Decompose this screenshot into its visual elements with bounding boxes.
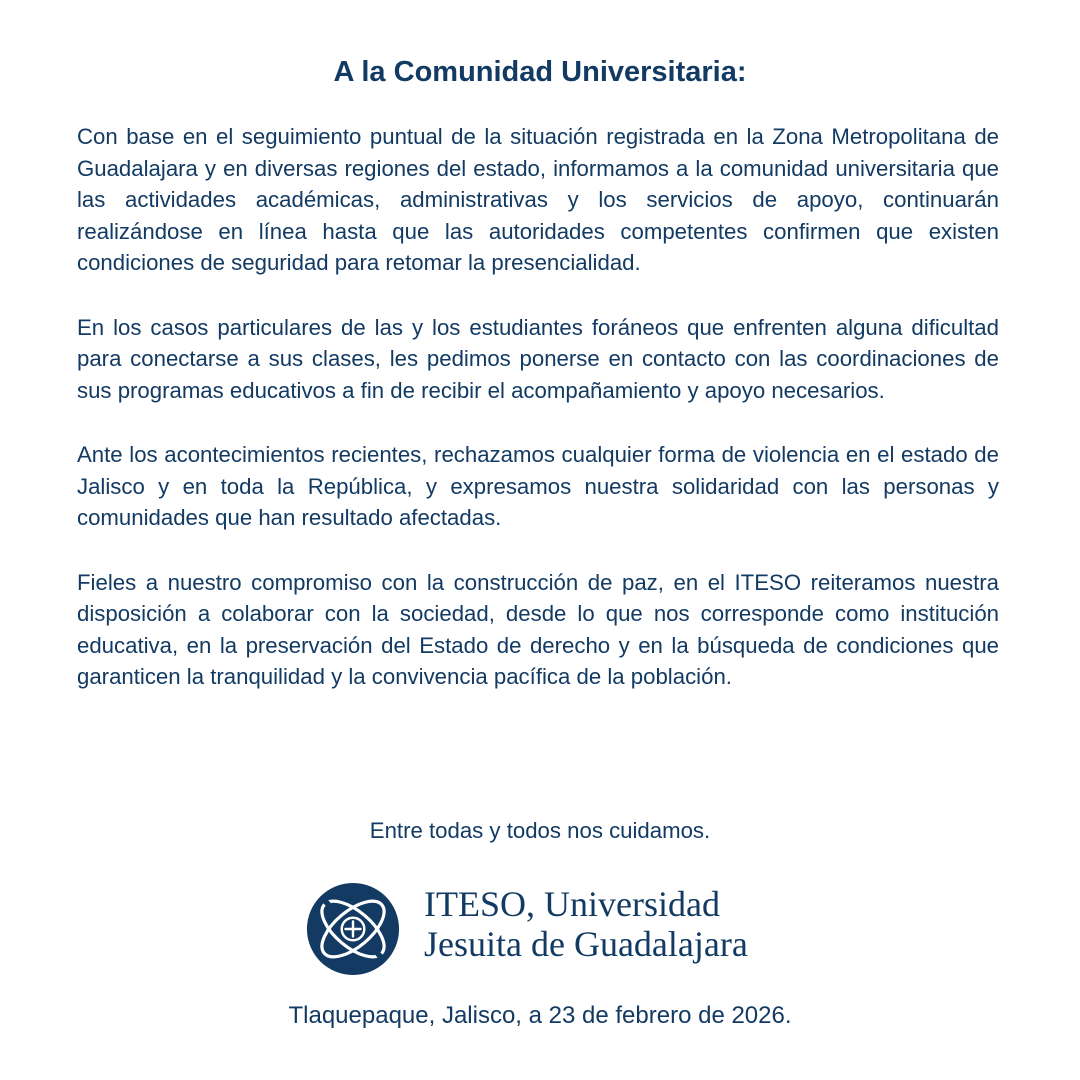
dateline: Tlaquepaque, Jalisco, a 23 de febrero de 2026. [288, 1002, 792, 1029]
logo-line-1: ITESO, Universidad [424, 884, 720, 924]
iteso-logo [306, 880, 766, 976]
paragraph-reject-violence: Ante los acontecimientos recientes, rechazamos cualquier forma de violencia en el estado de Jalisco y en toda la República, y expresamos nuestra solidaridad con las personas y comunidades que han resultado afectadas. [77, 442, 999, 530]
iteso-emblem-icon [306, 882, 400, 976]
paragraph-peace-commitment: Fieles a nuestro compromiso con la construcción de paz, en el ITESO reiteramos nuestra disposición a colaborar con la sociedad, desde lo que nos corresponde como institución educativa, en la preservación del Estado de derecho y en la búsqueda de condiciones que garanticen la tranquilidad y la convivencia pacífica de la población. [77, 569, 999, 689]
logo-line-2: Jesuita de Guadalajara [424, 924, 748, 964]
paragraph-online-activities: Con base en el seguimiento puntual de la situación registrada en la Zona Metropolitana de Guadalajara y en diversas regiones del estado, informamos a la comunidad universitaria que las actividades académicas, administrativas y los servicios de apoyo, continuarán realizándose en línea hasta que las autoridades competentes confirmen que existen condiciones de seguridad para retomar la presencialidad. [77, 124, 999, 275]
paragraph-foreign-students: En los casos particulares de las y los estudiantes foráneos que enfrenten alguna dificultad para conectarse a sus clases, les pedimos ponerse en contacto con las coordinaciones de sus programas educativos a fin de recibir el acompañamiento y apoyo necesarios. [77, 314, 999, 403]
iteso-wordmark [424, 884, 748, 964]
letter-title: A la Comunidad Universitaria: [333, 56, 747, 88]
motto: Entre todas y todos nos cuidamos. [369, 818, 711, 843]
letter-body [77, 121, 999, 726]
